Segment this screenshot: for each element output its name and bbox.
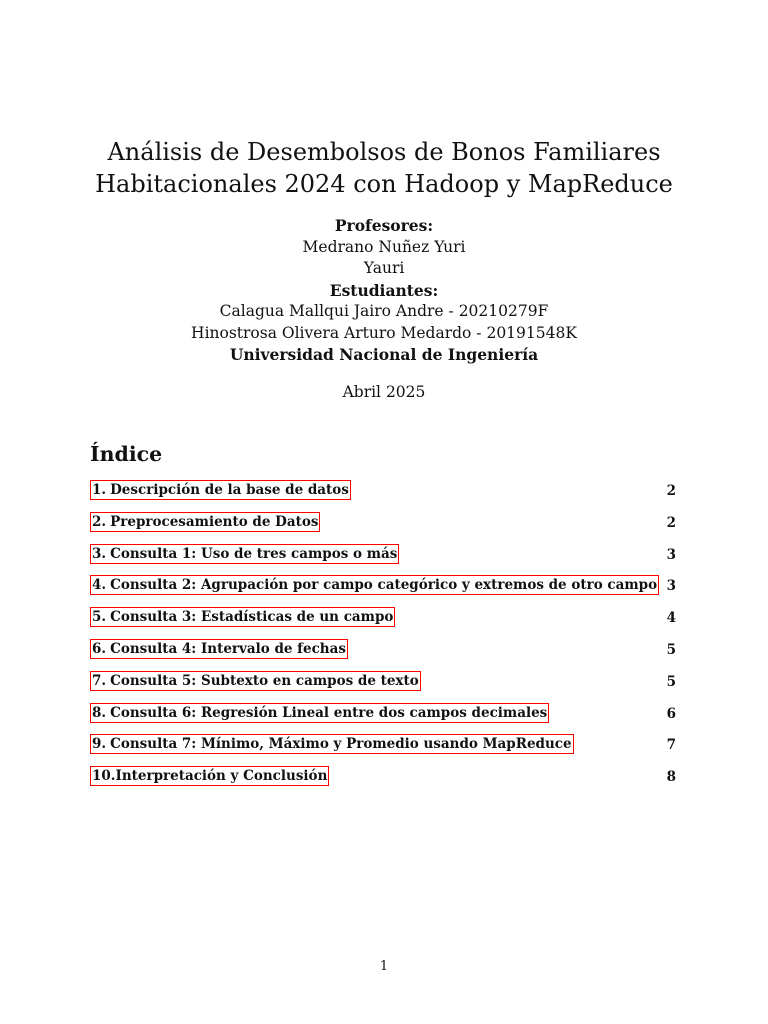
title-line-1: Análisis de Desembolsos de Bonos Familiares bbox=[107, 138, 661, 166]
toc-item-number: 5. bbox=[92, 609, 107, 626]
toc-item-label: Consulta 1: Uso de tres campos o más bbox=[110, 545, 398, 562]
toc-item-label: Descripción de la base de datos bbox=[110, 482, 349, 498]
toc-item-number: 6. bbox=[92, 640, 107, 657]
toc-item bbox=[90, 575, 678, 607]
toc-item-label: Consulta 5: Subtexto en campos de texto bbox=[110, 672, 419, 689]
professor-name: Yauri bbox=[363, 259, 405, 277]
toc-item-label: Consulta 4: Intervalo de fechas bbox=[110, 640, 346, 657]
toc-item-page: 7 bbox=[666, 737, 676, 754]
student-name: Hinostrosa Olivera Arturo Medardo - 20191548K bbox=[191, 323, 577, 342]
page-number: 1 bbox=[379, 959, 389, 974]
toc-link[interactable] bbox=[90, 703, 549, 723]
toc-link[interactable] bbox=[90, 512, 320, 532]
toc-link[interactable] bbox=[90, 607, 395, 627]
toc-item-number: 3. bbox=[92, 545, 107, 562]
toc-link[interactable] bbox=[90, 544, 399, 564]
toc-heading: Índice bbox=[90, 442, 163, 466]
toc-item-label: Consulta 6: Regresión Lineal entre dos campos decimales bbox=[110, 704, 548, 721]
toc-link[interactable] bbox=[90, 639, 348, 659]
university-name: Universidad Nacional de Ingeniería bbox=[229, 345, 539, 364]
toc-item-page: 2 bbox=[666, 483, 676, 499]
toc-item-page: 3 bbox=[666, 546, 676, 563]
toc-item bbox=[90, 671, 678, 703]
table-of-contents bbox=[90, 480, 678, 798]
toc-item-page: 5 bbox=[666, 641, 676, 658]
professors-heading: Profesores: bbox=[334, 216, 434, 235]
toc-item-label: Consulta 7: Mínimo, Máximo y Promedio usando MapReduce bbox=[110, 736, 572, 753]
toc-item-number: 7. bbox=[92, 672, 107, 689]
toc-item-label: Preprocesamiento de Datos bbox=[110, 513, 319, 530]
toc-item bbox=[90, 639, 678, 671]
toc-item-number: 8. bbox=[92, 704, 107, 721]
toc-item bbox=[90, 703, 678, 735]
professor-name: Medrano Nuñez Yuri bbox=[302, 237, 466, 256]
toc-item bbox=[90, 480, 678, 512]
toc-item-number: 2. bbox=[92, 513, 107, 530]
toc-item-page: 4 bbox=[666, 610, 676, 627]
toc-item-number: 9. bbox=[92, 736, 107, 753]
toc-link[interactable] bbox=[90, 480, 351, 500]
toc-link[interactable] bbox=[90, 734, 574, 754]
toc-item-label: Consulta 3: Estadísticas de un campo bbox=[110, 609, 394, 626]
toc-item-page: 6 bbox=[666, 705, 676, 722]
toc-item bbox=[90, 734, 678, 766]
toc-link[interactable] bbox=[90, 575, 659, 595]
title-line-2: Habitacionales 2024 con Hadoop y MapReduce bbox=[95, 170, 673, 198]
toc-item-page: 8 bbox=[666, 769, 676, 786]
toc-link[interactable] bbox=[90, 671, 421, 691]
toc-item-label: Consulta 2: Agrupación por campo categórico y extremos de otro campo bbox=[110, 577, 658, 594]
toc-item-label: Interpretación y Conclusión bbox=[115, 768, 328, 785]
toc-item bbox=[90, 544, 678, 576]
authors-block bbox=[0, 215, 768, 366]
toc-item-page: 3 bbox=[666, 578, 676, 595]
toc-link[interactable] bbox=[90, 766, 329, 786]
toc-item-number: 4. bbox=[92, 577, 107, 594]
toc-item bbox=[90, 512, 678, 544]
student-name: Calagua Mallqui Jairo Andre - 20210279F bbox=[219, 302, 549, 320]
toc-item bbox=[90, 766, 678, 798]
students-heading: Estudiantes: bbox=[329, 280, 439, 300]
toc-item-number: 10. bbox=[92, 768, 116, 785]
toc-item-page: 2 bbox=[666, 514, 676, 531]
toc-item-number: 1. bbox=[92, 482, 107, 498]
toc-item bbox=[90, 607, 678, 639]
document-title bbox=[0, 136, 768, 200]
toc-item-page: 5 bbox=[666, 673, 676, 690]
document-date: Abril 2025 bbox=[342, 383, 426, 401]
